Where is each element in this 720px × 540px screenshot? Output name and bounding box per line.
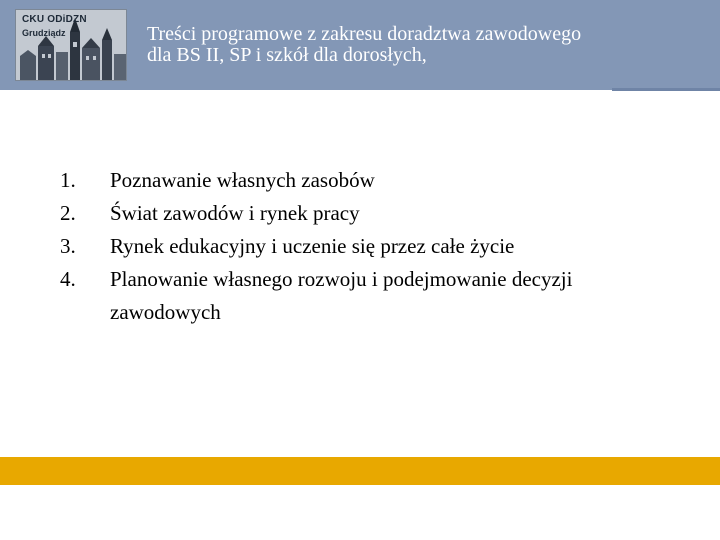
list-item xyxy=(60,263,680,329)
list-item-text: Rynek edukacyjny i uczenie się przez całe życie xyxy=(110,234,515,258)
list-item xyxy=(60,164,680,197)
list-item xyxy=(60,230,680,263)
logo-text-line1: CKU ODiDZN xyxy=(22,14,87,25)
list-item-number: 2. xyxy=(60,201,76,225)
header-banner xyxy=(0,0,720,90)
slide-title-line2: dla BS II, SP i szkół dla dorosłych, xyxy=(147,44,427,66)
list-item-number: 4. xyxy=(60,267,76,291)
header-edge-strip xyxy=(612,88,720,91)
logo-text-line2: Grudziądz xyxy=(22,28,66,38)
list-item-text: Planowanie własnego rozwoju i podejmowanie decyzji zawodowych xyxy=(110,267,573,324)
numbered-list xyxy=(60,164,680,329)
list-item-text: Świat zawodów i rynek pracy xyxy=(110,201,360,225)
accent-footer-bar xyxy=(0,457,720,485)
slide-title xyxy=(147,24,707,66)
logo xyxy=(15,9,127,81)
list-item xyxy=(60,197,680,230)
slide-title-line1: Treści programowe z zakresu doradztwa zawodowego xyxy=(147,23,582,45)
list-item-number: 1. xyxy=(60,168,76,192)
list-item-number: 3. xyxy=(60,234,76,258)
list-item-text: Poznawanie własnych zasobów xyxy=(110,168,375,192)
